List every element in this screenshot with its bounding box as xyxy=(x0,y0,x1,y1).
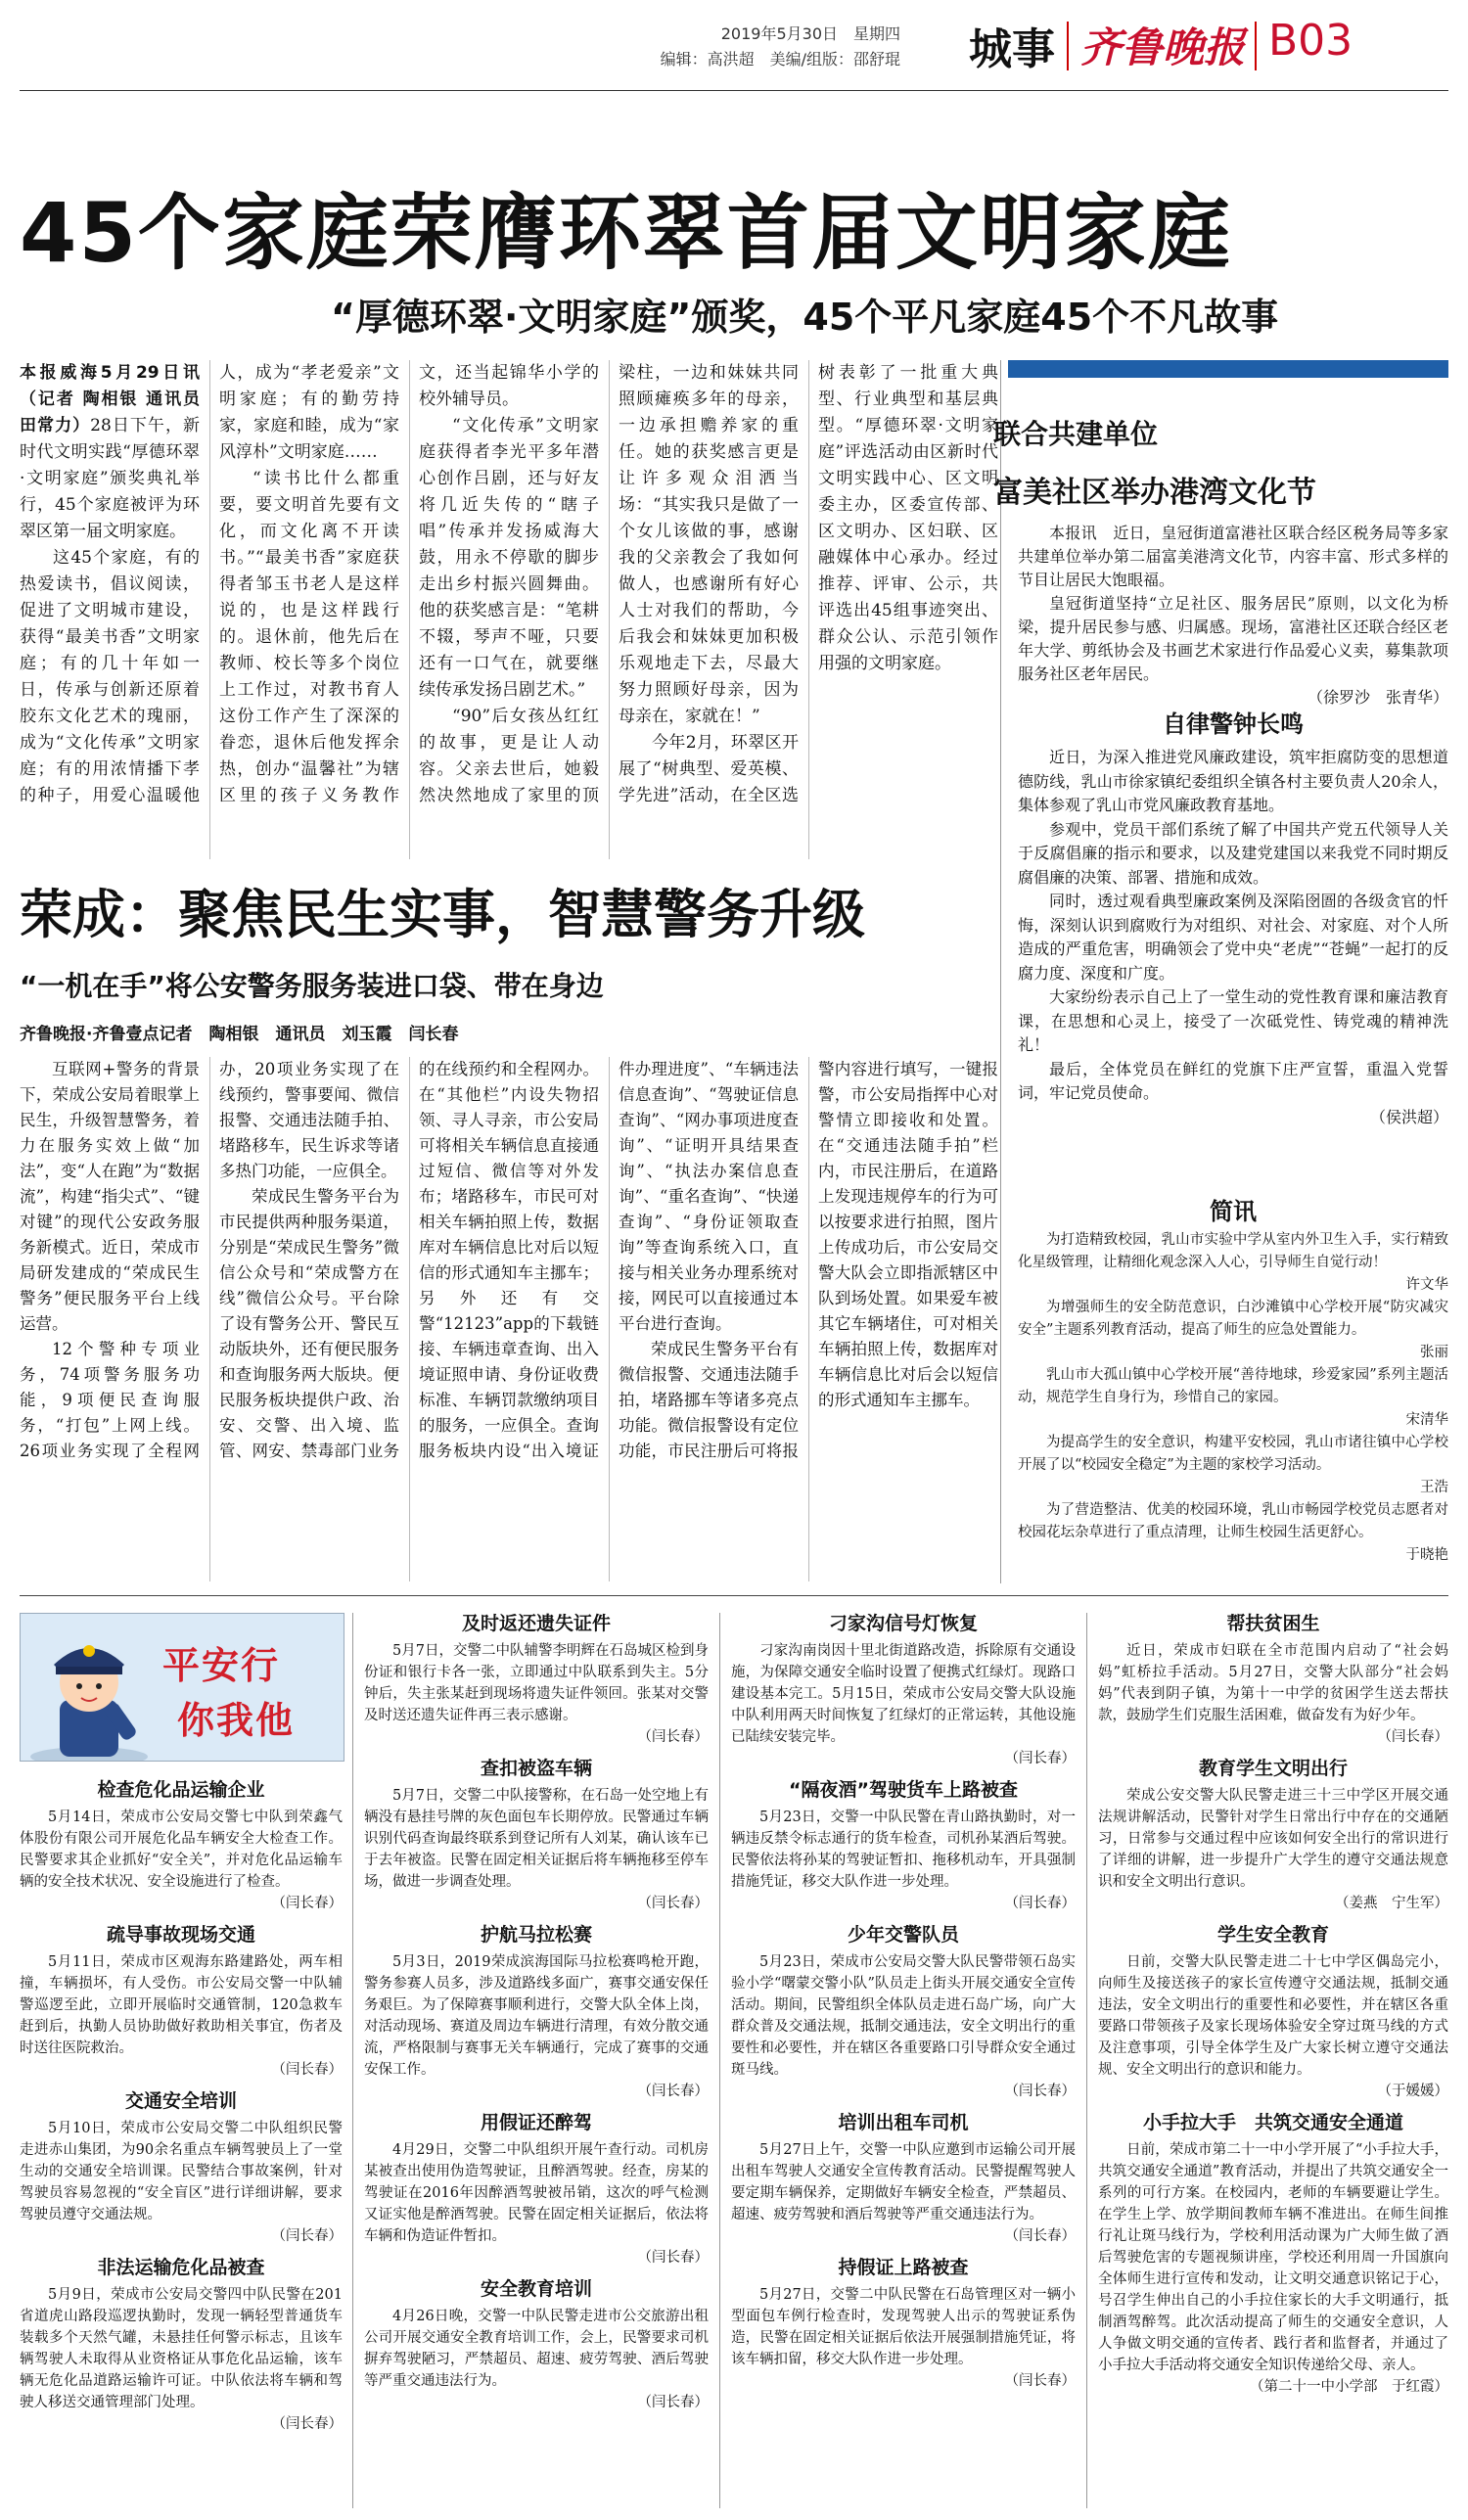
sidebar-accent-bar xyxy=(1008,360,1448,378)
lead-paragraph: “文化传承”文明家庭获得者李光平多年潜心创作吕剧，还与好友将几近失传的“瞎子唱”传承并发扬威海大鼓，用永不停歇的脚步走出乡村振兴圆舞曲。他的获奖感言是：“笔耕不辍，琴声不哑，只要还有一口气在，就要继续传承发扬吕剧艺术。” xyxy=(419,416,599,700)
side2-paragraph: 最后，全体党员在鲜红的党旗下庄严宣誓，重温入党誓词，牢记党员使命。 xyxy=(1018,1059,1448,1102)
brief-text: 5月7日，交警二中队接警称，在石岛一处空地上有辆没有悬挂号牌的灰色面包车长期停放。民警通过车辆识别代码查询最终联系到登记所有人刘某，确认该车已于去年被盗。民警在固定相关证据后将车辆拖移至停车场，做进一步调查处理。 xyxy=(364,1788,709,1890)
brief-heading: 安全教育培训 xyxy=(480,2278,592,2300)
brief-heading: 教育学生文明出行 xyxy=(1198,1758,1348,1779)
issue-date: 2019年5月30日 星期四 xyxy=(720,24,900,43)
bottom-divider-2 xyxy=(719,1613,720,2508)
second-byline: 齐鲁晚报·齐鲁壹点记者 陶相银 通讯员 刘玉霞 闫长春 xyxy=(20,1025,459,1044)
side1-author: （徐罗沙 张青华） xyxy=(1307,688,1448,707)
briefs-col-2 xyxy=(364,1613,709,2513)
brief-author: （闫长春） xyxy=(271,2416,343,2432)
lead-paragraph: 28日下午，新时代文明实践“厚德环翠·文明家庭”颁奖典礼举行，45个家庭被评为环翠区第一届文明家庭。 xyxy=(20,416,201,541)
brief-text: 5月11日，荣成市区观海东路建路处，两车相撞，车辆损坏，有人受伤。市公安局交警一中队辅警巡逻至此，立即开展临时交通管制，120急救车赶到后，执勤人员协助做好救助相关事宜，伤者及时送往医院救治。 xyxy=(20,1954,343,2056)
brief-author: 宋清华 xyxy=(1405,1412,1448,1428)
brief-heading: 小手拉大手 共筑交通安全通道 xyxy=(1142,2112,1403,2133)
brief-author: （闫长春） xyxy=(271,2228,343,2244)
brief-author: （闫长春） xyxy=(637,2250,709,2266)
brief-author: （闫长春） xyxy=(637,1896,709,1911)
brief-heading: 少年交警队员 xyxy=(847,1924,959,1946)
section-name: 城事 xyxy=(969,24,1055,74)
side1-paragraph: 皇冠街道坚持“立足社区、服务居民”原则，以文化为桥梁，提升居民参与感、归属感。现场，富港社区还联合经区老年大学、剪纸协会及书画艺术家进行作品爱心义卖，募集款项服务社区老年居民。 xyxy=(1018,594,1448,683)
brief-text: 荣成公安交警大队民警走进三十三中学区开展交通法规讲解活动，民警针对学生日常出行中存在的交通陋习，日常参与交通过程中应该如何安全出行的常识进行了详细的讲解，进一步提升广大学生的遵守交通法规意识和安全文明出行意识。 xyxy=(1098,1788,1448,1890)
brief-text: 5月23日，交警一中队民警在青山路执勤时，对一辆违反禁令标志通行的货车检查，司机孙某酒后驾驶。民警依法将孙某的驾驶证暂扣、拖移机动车，开具强制措施凭证，移交大队作进一步处理。 xyxy=(731,1810,1076,1890)
second-paragraph: 荣成民生警务平台为市民提供两种服务渠道，分别是“荣成民生警务”微信公众号和“荣成警方在线”微信公众号。平台除了设有警务公开、警民互动版块外，还有便民服务和查询服务两大版块。便民服务板块提供户政、治安、交警、出入境、监管、网安、禁毒部门业务的在线预约和全程网办。在“其他栏”内设失物招领、寻人寻亲，市公安局可将相关车辆信息直接通过短信、微信等对外发布；堵路移车，市民可对相关车辆拍照上传，数据库对车辆信息比对后以短信的形式通知车主挪车；另外还有交警“12123”app的下载链接、车辆违章查询、出入境证照申请、身份证收费标准、车辆罚款缴纳项目的服务，一应俱全。查询服务板块内设“出入境证件办理进度”、“车辆违法信息查询”、“驾驶证信息查询”、“网办事项进度查询”、“证明开具结果查询”、“执法办案信息查询”、“重名查询”、“快递查询”、“身份证领取查询”等查询系统入口，直接与相关业务办理系统对接，网民可以直接通过本平台进行查询。 xyxy=(219,1060,799,1460)
masthead-rule xyxy=(20,90,1448,91)
brief-text: 日前，荣成市第二十一中小学开展了“小手拉大手，共筑交通安全通道”教育活动，并提出了共筑交通安全一系列的可行方案。在校园内，老师的车辆要避让学生。在学生上学、放学期间教师车辆不准进出。在师生间推行礼让斑马线行为，学校利用活动课为广大师生做了酒后驾驶危害的专题视频讲座，学校还利用周一升国旗向全体师生进行宣传和发动，让文明交通意识铭记于心，号召学生伸出自己的小手拉住家长的大手文明通行，抵制酒驾醉驾。此次活动提高了师生的交通安全意识，人人争做文明交通的宣传者、践行者和监督者，并通过了小手拉大手活动将交通安全知识传递给父母、亲人。 xyxy=(1098,2142,1448,2373)
brief-author: （闫长春） xyxy=(1377,1729,1448,1745)
brief-text: 4月26日晚，交警一中队民警走进市公交旅游出租公司开展交通安全教育培训工作，会上，民警要求司机摒弃驾驶陋习，严禁超员、超速、疲劳驾驶、酒后驾驶等严重交通违法行为。 xyxy=(364,2309,709,2389)
second-title: 荣成：聚焦民生实事，智慧警务升级 xyxy=(20,884,865,945)
brief-heading: 查扣被盗车辆 xyxy=(480,1758,592,1779)
briefs-col-4 xyxy=(1098,1613,1448,2513)
lead-paragraph: “90”后女孩丛红红的故事，更是让人动容。父亲去世后，她毅然决然地成了家里的顶梁柱，一边和妹妹共同照顾瘫痪多年的母亲，一边承担赡养家的重任。她的获奖感言更是让许多观众泪洒当场：“其实我只是做了一个女儿该做的事，感谢我的父亲教会了我如何做人，也感谢所有好心人士对我们的帮助，今后我会和妹妹更加积极乐观地走下去，尽最大努力照顾好母亲，因为母亲在，家就在！” xyxy=(419,363,799,805)
side2-paragraph: 近日，为深入推进党风廉政建设，筑牢拒腐防变的思想道德防线，乳山市徐家镇纪委组织全镇各村主要负责人20余人，集体参观了乳山市党风廉政教育基地。 xyxy=(1018,748,1448,814)
second-subtitle: “一机在手”将公安警务服务装进口袋、带在身边 xyxy=(20,970,604,1002)
brief-heading: 交通安全培训 xyxy=(124,2090,237,2112)
brief-author: （第二十一中小学部 于红霞） xyxy=(1250,2379,1448,2395)
side2-author: （侯洪超） xyxy=(1369,1107,1448,1126)
brief-heading: 持假证上路被查 xyxy=(838,2257,969,2278)
brief-text: 5月3日，2019荣成滨海国际马拉松赛鸣枪开跑，警务参赛人员多，涉及道路线多面广，赛事交通安保任务艰巨。为了保障赛事顺利进行，交警大队全体上岗，对活动现场、赛道及周边车辆进行清理，有效分散交通流，严格限制与赛事无关车辆通行，完成了赛事的交通安保工作。 xyxy=(364,1954,709,2078)
brief-text: 5月9日，荣成市公安局交警四中队民警在201省道虎山路段巡逻执勤时，发现一辆轻型普通货车装载多个天然气罐，未悬挂任何警示标志，且该车辆驾驶人未取得从业资格证从事危化品运输，该车辆无危化品道路运输许可证。中队依法将车辆和驾驶人移送交通管理部门处理。 xyxy=(20,2287,343,2410)
brief-author: （姜燕 宁生军） xyxy=(1335,1896,1448,1911)
lead-paragraph: 这45个家庭，有的热爱读书，倡议阅读，促进了文明城市建设，获得“最美书香”文明家庭；有的几十年如一日，传承与创新还原着胶东文化艺术的瑰丽，成为“文化传承”文明家庭；有的用浓情播下孝的种子，用爱心温暖他人，成为“孝老爱亲”文明家庭；有的勤劳持家，家庭和睦，成为“家风淳朴”文明家庭…… xyxy=(20,363,399,805)
brief-text: 4月29日，交警二中队组织开展午查行动。司机房某被查出使用伪造驾驶证，且醉酒驾驶。经查，房某的驾驶证在2016年因醉酒驾驶被吊销，这次的呼气检测又证实他是醉酒驾驶。民警在固定相关证据后，依法将车辆和伪造证件暂扣。 xyxy=(364,2142,709,2244)
brief-author: 于晓艳 xyxy=(1405,1547,1448,1563)
brief-text: 5月10日，荣成市公安局交警二中队组织民警走进赤山集团，为90余名重点车辆驾驶员上了一堂生动的交通安全培训课。民警结合事故案例，针对驾驶员容易忽视的“安全盲区”进行详细讲解，要求驾驶员遵守交通法规。 xyxy=(20,2121,343,2222)
brief-author: （闫长春） xyxy=(1004,2084,1076,2099)
brief-author: （闫长春） xyxy=(1004,1751,1076,1766)
brief-text: 近日，荣成市妇联在全市范围内启动了“社会妈妈”虹桥拉手活动。5月27日，交警大队部分“社会妈妈”代表到阴子镇，为第十一中学的贫困学生送去帮扶款，鼓励学生们克服生活困难，做奋发有为好少年。 xyxy=(1098,1643,1448,1723)
brief-heading: 学生安全教育 xyxy=(1216,1924,1329,1946)
brief-author: （闫长春） xyxy=(1004,1896,1076,1911)
section-rule xyxy=(20,1595,1448,1596)
brief-author: （闫长春） xyxy=(637,1729,709,1745)
brief-author: 王浩 xyxy=(1420,1480,1448,1495)
side2-body xyxy=(1018,746,1448,1157)
brief-heading: 及时返还遗失证件 xyxy=(461,1613,611,1634)
brief-text: 5月27日，交警二中队民警在石岛管理区对一辆小型面包车例行检查时，发现驾驶人出示的驾驶证系伪造，民警在固定相关证据后依法开展强制措施凭证，将该车辆扣留，移交大队作进一步处理。 xyxy=(731,2287,1076,2367)
sidebar-divider xyxy=(1000,360,1001,1583)
side2-paragraph: 参观中，党员干部们系统了解了中国共产党五代领导人关于反腐倡廉的指示和要求，以及建党建国以来我党不同时期反腐倡廉的决策、部署、措施和成效。 xyxy=(1018,819,1448,887)
lead-body xyxy=(20,360,998,859)
briefs-col-3 xyxy=(731,1613,1076,2513)
brief-author: （闫长春） xyxy=(1004,2373,1076,2389)
newspaper-logo: 齐鲁晚报 xyxy=(1080,23,1246,71)
side2-title: 自律警钟长鸣 xyxy=(1163,710,1304,738)
police-cartoon-icon xyxy=(21,1614,158,1761)
side1-title: 富美社区举办港湾文化节 xyxy=(993,476,1316,510)
page-number: B03 xyxy=(1268,16,1353,66)
brief-text: 5月7日，交警二中队辅警李明辉在石岛城区检到身份证和银行卡各一张，立即通过中队联系到失主。5分钟后，失主张某赶到现场将遗失证件领回。张某对交警及时送还遗失证件再三表示感谢。 xyxy=(364,1643,709,1723)
brief-author: （闫长春） xyxy=(637,2395,709,2410)
lead-paragraph: 今年2月，环翠区开展了“树典型、爱英模、学先进”活动，在全区选树表彰了一批重大典型、行业典型和基层典型。“厚德环翠·文明家庭”评选活动由区新时代文明实践中心、区文明委主办，区委宣传部、区文明办、区妇联、区融媒体中心承办。经过推荐、评审、公示，共评选出45组事迹突出、群众公认、示范引领作用强的文明家庭。 xyxy=(619,363,998,805)
brief-heading: “隔夜酒”驾驶货车上路被查 xyxy=(789,1779,1018,1801)
brief-body xyxy=(1018,1229,1448,1589)
bottom-divider-3 xyxy=(1086,1613,1087,2508)
brief-author: （闫长春） xyxy=(637,2084,709,2099)
brief-item: 为了营造整洁、优美的校园环境，乳山市畅园学校党员志愿者对校园花坛杂草进行了重点清理，让师生校园生活更舒心。 xyxy=(1018,1502,1448,1540)
masthead-divider xyxy=(1067,22,1069,70)
brief-heading: 非法运输危化品被查 xyxy=(97,2257,265,2278)
brief-heading: 培训出租车司机 xyxy=(838,2112,969,2133)
brief-item: 为提高学生的安全意识，构建平安校园，乳山市诸往镇中心学校开展了以“校园安全稳定”为主题的家校学习活动。 xyxy=(1018,1435,1448,1473)
brief-heading: 检查危化品运输企业 xyxy=(97,1779,265,1801)
brief-text: 5月23日，荣成市公安局交警大队民警带领石岛实验小学“曙蒙交警小队”队员走上街头开展交通安全宣传活动。期间，民警组织全体队员走进石岛广场，向广大群众普及交通法规，抵制交通违法，安全文明出行的重要性和必要性，并在辖区各重要路口引导群众安全通过斑马线。 xyxy=(731,1954,1076,2078)
issue-editors: 编辑：高洪超 美编/组版：邵舒琨 xyxy=(660,50,900,69)
lead-subtitle: “厚德环翠·文明家庭”颁奖，45个平凡家庭45个不凡故事 xyxy=(331,296,1279,339)
brief-item: 为增强师生的安全防范意识，白沙滩镇中心学校开展“防灾减灾安全”主题系列教育活动，提高了师生的应急处置能力。 xyxy=(1018,1300,1448,1338)
masthead-divider-2 xyxy=(1255,22,1257,70)
lead-paragraph: “读书比什么都重要，要文明首先要有文化，而文化离不开读书。”“最美书香”家庭获得者邹玉书老人是这样说的，也是这样践行的。退休前，他先后在教师、校长等多个岗位上工作过，对教书育人这份工作产生了深深的眷恋，退休后他发挥余热，创办“温馨社”为辖区里的孩子义务教作文，还当起锦华小学的校外辅导员。 xyxy=(219,363,599,805)
side1-kicker: 联合共建单位 xyxy=(993,418,1159,450)
brief-author: 许文华 xyxy=(1405,1277,1448,1293)
brief-text: 刁家沟南岗因十里北街道路改造，拆除原有交通设施，为保障交通安全临时设置了便携式红绿灯。现路口建设基本完工。5月15日，荣成市公安局交警大队设施中队利用两天时间恢复了红绿灯的正常运转，其他设施已陆续安装完毕。 xyxy=(731,1643,1076,1745)
lead-title: 45个家庭荣膺环翠首届文明家庭 xyxy=(20,185,1232,281)
brief-heading: 护航马拉松赛 xyxy=(480,1924,592,1946)
brief-text: 日前，交警大队民警走进二十七中学区偶岛完小，向师生及接送孩子的家长宣传遵守交通法规，抵制交通违法，安全文明出行的重要性和必要性，并在辖区各重要路口带领孩子及家长现场体验安全穿过斑马线的方式及注意事项，引导全体学生及广大家长树立遵守交通法规、安全文明出行的意识和能力。 xyxy=(1098,1954,1448,2078)
brief-heading: 刁家沟信号灯恢复 xyxy=(828,1613,978,1634)
promo-banner xyxy=(20,1613,344,1762)
second-paragraph: 荣成民生警务平台有微信报警、交通违法随手拍，堵路挪车等诸多亮点功能。微信报警设有定位功能，市民注册后可将报警内容进行填写，一键报警，市公安局指挥中心对警情立即接收和处置。在“交通违法随手拍”栏内，市民注册后，在道路上发现违规停车的行为可以按要求进行拍照，图片上传成功后，市公安局交警大队会立即指派辖区中队到场处置。如果爱车被其它车辆堵住，可对相关车辆拍照上传，数据库对车辆信息比对后会以短信的形式通知车主挪车。 xyxy=(619,1060,998,1460)
side2-paragraph: 大家纷纷表示自己上了一堂生动的党性教育课和廉洁教育课，在思想和心灵上，接受了一次砥党性、铸党魂的精神洗礼！ xyxy=(1018,987,1448,1054)
brief-author: （闫长春） xyxy=(1004,2228,1076,2244)
second-body xyxy=(20,1057,998,1581)
brief-heading: 帮扶贫困生 xyxy=(1226,1613,1320,1634)
side1-body xyxy=(1018,522,1448,708)
brief-item: 为打造精致校园，乳山市实验中学从室内外卫生入手，实行精致化星级管理，让精细化观念深入人心，引导师生自觉行动！ xyxy=(1018,1232,1448,1270)
brief-title: 简讯 xyxy=(1210,1198,1257,1225)
bottom-divider-1 xyxy=(352,1613,353,2508)
side2-paragraph: 同时，透过观看典型廉政案例及深陷囹圄的各级贪官的忏悔，深刻认识到腐败行为对组织、对社会、对家庭、对个人所造成的严重危害，明确领会了党中央“老虎”“苍蝇”一起打的反腐力度、深度和广度。 xyxy=(1018,892,1448,983)
brief-author: 张丽 xyxy=(1420,1345,1448,1360)
brief-text: 5月27日上午，交警一中队应邀到市运输公司开展出租车驾驶人交通安全宣传教育活动。民警提醒驾驶人要定期车辆保养，定期做好车辆安全检查，严禁超员、超速、疲劳驾驶和酒后驾驶等严重交通违法行为。 xyxy=(731,2142,1076,2222)
brief-item: 乳山市大孤山镇中心学校开展“善待地球，珍爱家园”系列主题活动，规范学生自身行为，珍惜自己的家园。 xyxy=(1018,1367,1448,1405)
second-paragraph: 互联网+警务的背景下，荣成公安局着眼掌上民生，升级智慧警务，着力在服务实效上做“加法”，变“人在跑”为“数据流”，构建“指尖式”、“键对键”的现代公安政务服务新模式。近日，荣成市局研发建成的“荣成民生警务”便民服务平台上线运营。 xyxy=(20,1060,200,1333)
brief-heading: 疏导事故现场交通 xyxy=(106,1924,255,1946)
side1-paragraph: 本报讯 近日，皇冠街道富港社区联合经区税务局等多家共建单位举办第二届富美港湾文化节，内容丰富、形式多样的节目让居民大饱眼福。 xyxy=(1018,524,1448,589)
briefs-col-1 xyxy=(20,1769,343,2513)
promo-title-1: 平安行 xyxy=(162,1644,281,1687)
brief-heading: 用假证还醉驾 xyxy=(480,2112,592,2133)
second-paragraph: 12个警种专项业务，74项警务服务功能，9项便民查询服务，“打包”上网上线。26项业务实现了全程网办，20项业务实现了在线预约，警事要闻、微信报警、交通违法随手拍、堵路移车，民生诉求等诸多热门功能，一应俱全。 xyxy=(20,1060,399,1460)
lead-byline: 本报威海5月29日讯（记者 陶相银 通讯员 田常力） xyxy=(20,363,200,435)
brief-author: （闫长春） xyxy=(271,2062,343,2078)
promo-title-2: 你我他 xyxy=(177,1699,296,1742)
brief-author: （闫长春） xyxy=(271,1896,343,1911)
brief-text: 5月14日，荣成市公安局交警七中队到荣鑫气体股份有限公司开展危化品车辆安全大检查工作。民警要求其企业抓好“安全关”，并对危化品运输车辆的安全技术状况、安全设施进行了检查。 xyxy=(20,1810,343,1890)
brief-author: （于媛媛） xyxy=(1377,2084,1448,2099)
